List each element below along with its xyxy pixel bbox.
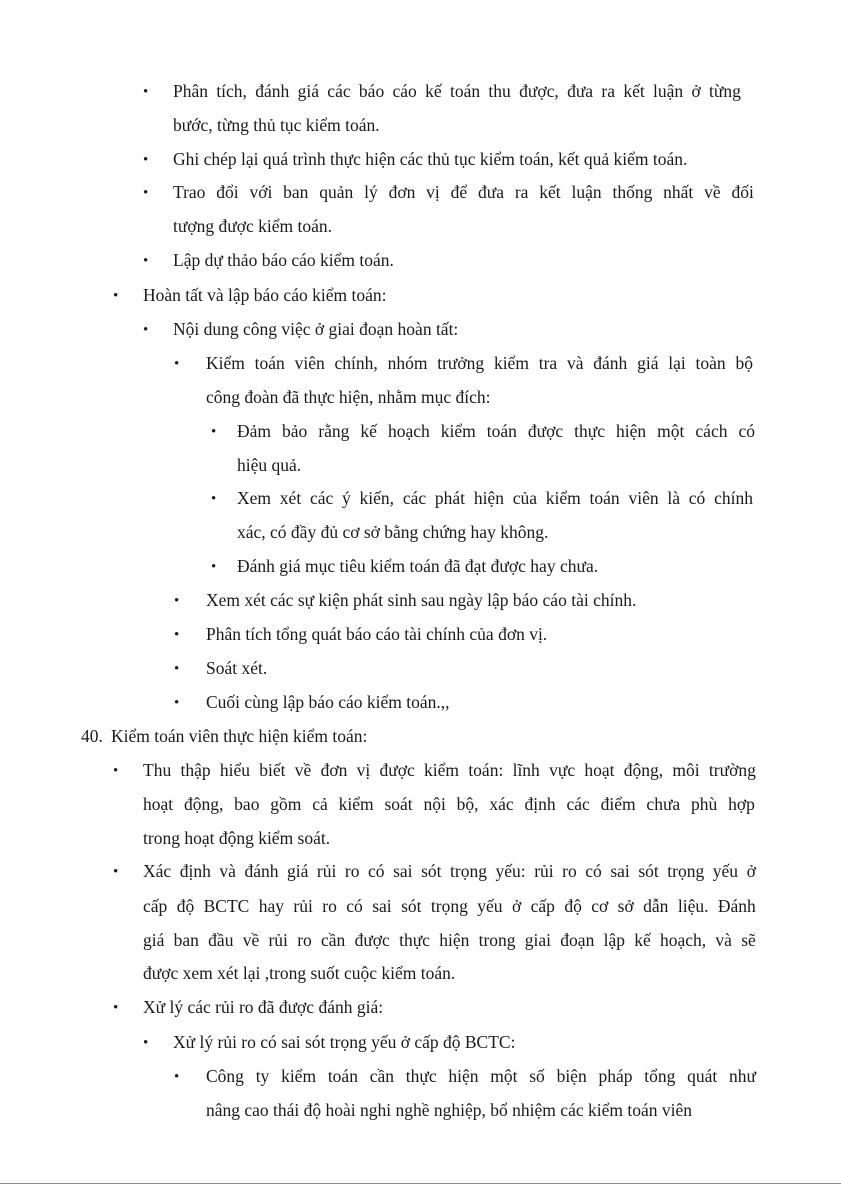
text-line: Đảm bảo rằng kế hoạch kiểm toán được thực hiện một cách có (237, 421, 755, 441)
text-line: Xử lý rủi ro có sai sót trọng yếu ở cấp độ BCTC: (173, 1032, 516, 1052)
bullet: • (211, 424, 217, 440)
section-number: 40. (81, 726, 103, 746)
bullet: • (174, 356, 180, 372)
text-line: bước, từng thủ tục kiểm toán. (173, 115, 380, 135)
text-line: cấp độ BCTC hay rủi ro có sai sót trọng yếu ở cấp độ cơ sở dẫn liệu. Đánh (143, 896, 756, 916)
bullet: • (113, 864, 119, 880)
bullet: • (143, 253, 149, 269)
page-bottom-rule (0, 1183, 841, 1184)
text-line: Phân tích, đánh giá các báo cáo kế toán thu được, đưa ra kết luận ở từng (173, 81, 741, 101)
bullet: • (211, 491, 217, 507)
text-line: Kiểm toán viên thực hiện kiểm toán: (111, 726, 368, 746)
bullet: • (143, 322, 149, 338)
bullet: • (211, 559, 217, 575)
bullet: • (143, 152, 149, 168)
text-line: Thu thập hiểu biết về đơn vị được kiểm toán: lĩnh vực hoạt động, môi trường (143, 760, 756, 780)
text-line: được xem xét lại ,trong suốt cuộc kiểm toán. (143, 963, 456, 983)
bullet: • (174, 593, 180, 609)
text-line: hoạt động, bao gồm cả kiểm soát nội bộ, xác định các điểm chưa phù hợp (143, 794, 755, 814)
bullet: • (143, 1035, 149, 1051)
text-line: giá ban đầu về rủi ro cần được thực hiện trong giai đoạn lập kế hoạch, và sẽ (143, 930, 756, 950)
text-line: công đoàn đã thực hiện, nhằm mục đích: (206, 387, 491, 407)
bullet: • (174, 627, 180, 643)
text-line: Xem xét các ý kiến, các phát hiện của kiểm toán viên là có chính (237, 488, 753, 508)
text-line: Ghi chép lại quá trình thực hiện các thủ tục kiểm toán, kết quả kiểm toán. (173, 149, 688, 169)
bullet: • (174, 695, 180, 711)
text-line: Xác định và đánh giá rủi ro có sai sót trọng yếu: rủi ro có sai sót trọng yếu ở (143, 861, 756, 881)
text-line: Cuối cùng lập báo cáo kiểm toán.,, (206, 692, 450, 712)
text-line: hiệu quả. (237, 455, 302, 475)
text-line: Xem xét các sự kiện phát sinh sau ngày lập báo cáo tài chính. (206, 590, 637, 610)
text-line: nâng cao thái độ hoài nghi nghề nghiệp, bổ nhiệm các kiểm toán viên (206, 1100, 692, 1120)
text-line: Kiểm toán viên chính, nhóm trưởng kiểm tra và đánh giá lại toàn bộ (206, 353, 753, 373)
bullet: • (143, 185, 149, 201)
text-line: Hoàn tất và lập báo cáo kiểm toán: (143, 285, 387, 305)
text-line: xác, có đầy đủ cơ sở bằng chứng hay không. (237, 522, 549, 542)
bullet: • (113, 288, 119, 304)
bullet: • (143, 84, 149, 100)
bullet: • (174, 661, 180, 677)
text-line: Đánh giá mục tiêu kiểm toán đã đạt được hay chưa. (237, 556, 599, 576)
bullet: • (174, 1069, 180, 1085)
bullet: • (113, 763, 119, 779)
text-line: Nội dung công việc ở giai đoạn hoàn tất: (173, 319, 459, 339)
text-line: Công ty kiểm toán cần thực hiện một số biện pháp tổng quát như (206, 1066, 756, 1086)
text-line: Soát xét. (206, 658, 268, 678)
text-line: Xử lý các rủi ro đã được đánh giá: (143, 997, 384, 1017)
text-line: Lập dự thảo báo cáo kiểm toán. (173, 250, 394, 270)
text-line: trong hoạt động kiểm soát. (143, 828, 331, 848)
bullet: • (113, 1000, 119, 1016)
text-line: Phân tích tổng quát báo cáo tài chính của đơn vị. (206, 624, 548, 644)
text-line: Trao đổi với ban quản lý đơn vị để đưa ra kết luận thống nhất về đối (173, 182, 754, 202)
text-line: tượng được kiểm toán. (173, 216, 332, 236)
